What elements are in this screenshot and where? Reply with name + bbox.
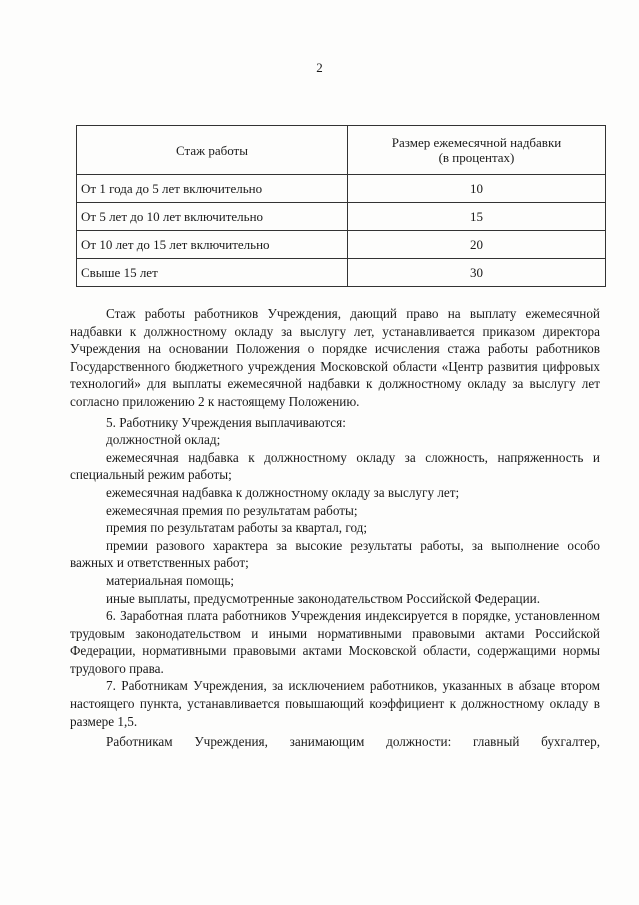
row-percent: 15 bbox=[348, 203, 606, 231]
header-bonus-line2: (в процентах) bbox=[438, 150, 515, 165]
paragraph-list-item: ежемесячная премия по результатам работы; bbox=[106, 502, 358, 518]
paragraph-list-item: ежемесячная надбавка к должностному окладу за выслугу лет; bbox=[106, 484, 460, 500]
page-number: 2 bbox=[316, 60, 323, 75]
row-period: От 1 года до 5 лет включительно bbox=[77, 175, 348, 203]
paragraph-item-6: 6. Заработная плата работников Учреждения индексируется в порядке, установленном трудовым законодательством и иными нормативными правовыми актами Российской Федерации, нормативными правовыми актами Московской области, содержащими нормы трудового права. bbox=[70, 608, 600, 676]
row-period: От 10 лет до 15 лет включительно bbox=[77, 231, 348, 259]
row-percent: 20 bbox=[348, 231, 606, 259]
paragraph-item-5: 5. Работнику Учреждения выплачиваются: bbox=[106, 414, 346, 430]
paragraph-list-item: ежемесячная надбавка к должностному окладу за сложность, напряженность и специальный режим работы; bbox=[70, 449, 600, 483]
row-percent: 30 bbox=[348, 259, 606, 287]
table-header-row bbox=[77, 126, 606, 175]
row-period: От 5 лет до 10 лет включительно bbox=[77, 203, 348, 231]
paragraph-seniority-rule: Стаж работы работников Учреждения, дающий право на выплату ежемесячной надбавки к должностному окладу за выслугу лет, устанавливается приказом директора Учреждения на основании Положения о порядке исчисления стажа работы работников Государственного бюджетного учреждения Московской области «Центр развития цифровых технологий» для выплаты ежемесячной надбавки к должностному окладу за выслугу лет согласно приложению 2 к настоящему Положению. bbox=[70, 306, 600, 409]
paragraph-list-item: иные выплаты, предусмотренные законодательством Российской Федерации. bbox=[106, 590, 541, 606]
row-period: Свыше 15 лет bbox=[77, 259, 348, 287]
table-row bbox=[77, 231, 606, 259]
paragraph-list-item: премии разового характера за высокие результаты работы, за выполнение особо важных и ответственных работ; bbox=[70, 537, 600, 571]
paragraph-list-item: премия по результатам работы за квартал, год; bbox=[106, 520, 368, 536]
row-percent: 10 bbox=[348, 175, 606, 203]
header-bonus-size bbox=[348, 126, 606, 175]
document-body bbox=[70, 305, 600, 751]
paragraph-item-7-continued: Работникам Учреждения, занимающим должности: главный бухгалтер, bbox=[106, 734, 600, 750]
seniority-bonus-table bbox=[76, 125, 606, 287]
table-row bbox=[77, 259, 606, 287]
paragraph-item-7: 7. Работникам Учреждения, за исключением работников, указанных в абзаце втором настоящего пункта, устанавливается повышающий коэффициент к должностному окладу в размере 1,5. bbox=[70, 678, 600, 729]
paragraph-list-item: должностной оклад; bbox=[106, 432, 221, 448]
header-seniority: Стаж работы bbox=[77, 126, 348, 175]
paragraph-list-item: материальная помощь; bbox=[106, 572, 235, 588]
table-row bbox=[77, 175, 606, 203]
header-bonus-line1: Размер ежемесячной надбавки bbox=[391, 135, 562, 150]
table-row bbox=[77, 203, 606, 231]
